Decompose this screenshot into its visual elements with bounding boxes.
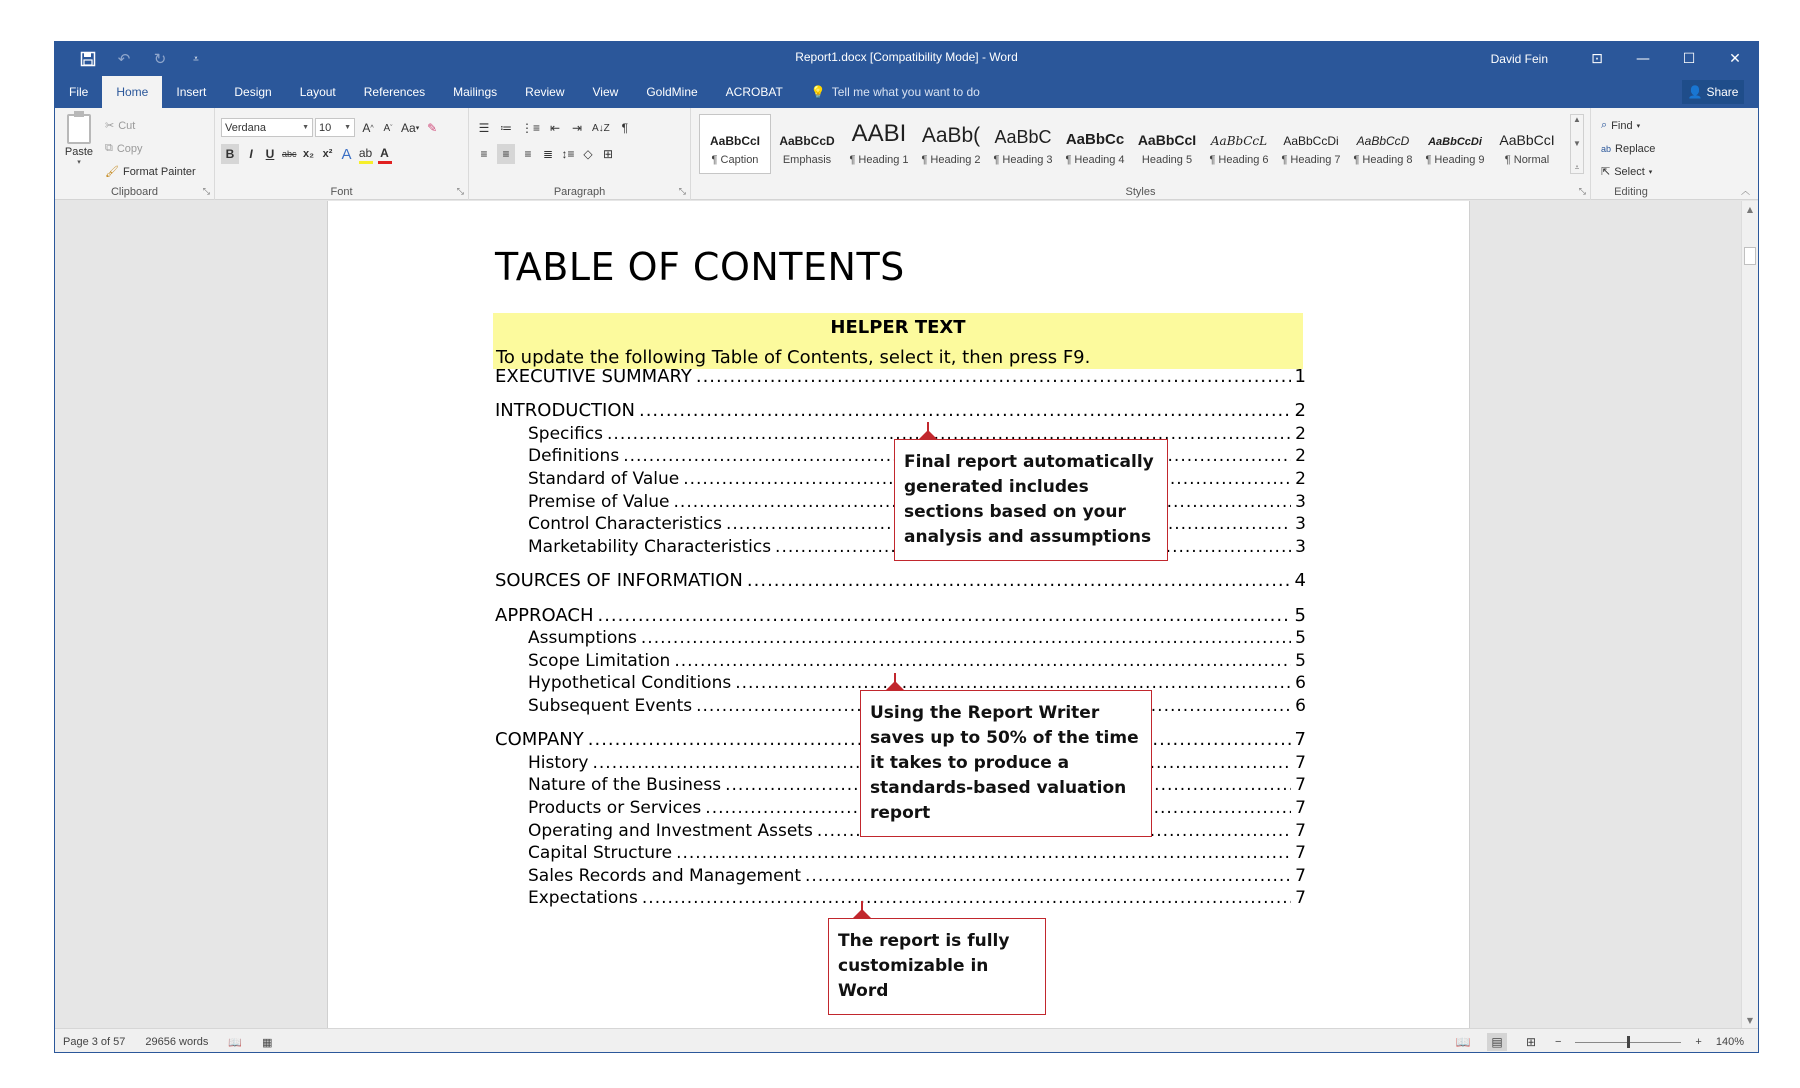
style-name: ¶ Heading 8 (1353, 154, 1413, 166)
toc-entry[interactable] (528, 843, 1306, 863)
toc-entry-page: 2 (1295, 424, 1306, 444)
shading-icon[interactable]: ◇ (583, 147, 593, 161)
shrink-font-icon[interactable]: A ˇ (383, 122, 393, 134)
toc-entry-page: 2 (1294, 400, 1306, 421)
toc-entry[interactable] (495, 570, 1306, 591)
chevron-down-icon: ▾ (77, 159, 81, 166)
proofing-icon[interactable]: 📖 (228, 1036, 243, 1049)
font-family-select[interactable] (221, 118, 313, 137)
helper-title: HELPER TEXT (830, 317, 966, 338)
style-name: ¶ Heading 9 (1425, 154, 1485, 166)
style-name: ¶ Heading 2 (921, 154, 981, 166)
dialog-launcher-icon[interactable]: ⤡ (202, 186, 210, 196)
line-spacing-icon[interactable]: ↕≡ (561, 147, 575, 161)
style-name: ¶ Caption (711, 154, 759, 166)
toc-entry-page: 7 (1295, 753, 1306, 773)
chevron-down-icon: ▼ (302, 124, 309, 131)
vertical-scrollbar[interactable] (1741, 201, 1758, 1028)
collapse-ribbon-icon[interactable]: ︿ (1740, 186, 1750, 196)
style-preview: AaBbCc (1065, 131, 1125, 148)
style-preview: AaBbC (994, 127, 1052, 147)
font-color-icon[interactable]: A (378, 144, 392, 164)
undo-icon[interactable]: ↶ (117, 50, 131, 68)
document-page[interactable] (327, 201, 1470, 1028)
scroll-thumb[interactable] (1744, 247, 1756, 265)
style-preview: AABI (851, 122, 907, 147)
maximize-icon[interactable]: ☐ (1682, 51, 1696, 67)
toc-entry[interactable] (495, 605, 1306, 626)
align-left-icon[interactable]: ≡ (480, 147, 488, 161)
font-group (215, 108, 469, 200)
style-heading-1[interactable] (843, 114, 915, 174)
tab-home[interactable]: Home (102, 76, 162, 108)
toc-entry-page: 3 (1295, 514, 1306, 534)
copy-icon: ⧉ (105, 142, 113, 154)
toc-entry[interactable] (528, 651, 1306, 671)
toc-entry-page: 4 (1294, 570, 1306, 591)
customize-icon[interactable]: ⩡ (193, 53, 199, 65)
clipboard-group (55, 108, 215, 200)
strikethrough-icon[interactable]: abc (282, 149, 297, 159)
share-label: Share (1706, 85, 1739, 99)
scissors-icon: ✂ (105, 120, 115, 132)
web-layout-icon[interactable]: ⊞ (1525, 1035, 1537, 1049)
document-area (55, 201, 1743, 1028)
search-icon: ⌕ (1601, 119, 1608, 131)
justify-icon[interactable]: ≣ (542, 147, 554, 161)
toc-entry-page: 2 (1295, 446, 1306, 466)
ribbon-tab-row (55, 76, 1758, 108)
toc-entry-page: 6 (1295, 673, 1306, 693)
styles-group (691, 108, 1591, 200)
helper-text-box (493, 313, 1303, 369)
clear-formatting-icon[interactable]: ✎ (427, 121, 438, 135)
user-name[interactable]: David Fein (1490, 52, 1548, 66)
chevron-down-icon: ▾ (1636, 122, 1641, 130)
toc-entry-title: Products or Services (528, 798, 702, 818)
minimize-icon[interactable]: — (1636, 51, 1650, 67)
ribbon-display-options-icon[interactable]: ⊡ (1591, 51, 1603, 67)
tab-layout[interactable]: Layout (299, 85, 336, 99)
callout-pointer (853, 909, 871, 918)
tab-view[interactable]: View (592, 85, 619, 99)
style-name: Heading 5 (1141, 154, 1193, 166)
tab-mailings[interactable]: Mailings (453, 85, 498, 99)
style-heading-3[interactable] (987, 114, 1059, 174)
callout-time-savings: Using the Report Writer saves up to 50% of the time it takes to produce a standards-based valuation report (860, 690, 1152, 837)
select-label: Select (1614, 165, 1645, 178)
style-name: ¶ Heading 6 (1209, 154, 1269, 166)
read-mode-icon[interactable]: 📖 (1455, 1035, 1471, 1049)
chevron-down-icon: ▾ (1648, 168, 1653, 176)
zoom-slider[interactable] (1575, 1042, 1681, 1043)
style-name: ¶ Heading 4 (1065, 154, 1125, 166)
toc-entry[interactable] (495, 400, 1306, 421)
clipboard-icon (67, 114, 91, 144)
share-button[interactable] (1682, 80, 1744, 104)
sort-icon[interactable]: A↓Z (592, 122, 610, 134)
toc-entry-page: 2 (1295, 469, 1306, 489)
status-bar (55, 1028, 1758, 1053)
chevron-down-icon[interactable]: ▼ (1573, 139, 1581, 148)
toc-entry-title: INTRODUCTION (495, 400, 635, 421)
style-heading-9[interactable] (1419, 114, 1491, 174)
toc-entry-title: Standard of Value (528, 469, 680, 489)
find-label: Find (1611, 119, 1633, 132)
toc-entry-title: Sales Records and Management (528, 866, 802, 886)
toc-entry[interactable] (528, 866, 1306, 886)
style-preview: AaBbCcI (709, 134, 760, 148)
tab-acrobat[interactable]: ACROBAT (725, 85, 783, 99)
editing-group (1591, 108, 1671, 200)
callout-pointer (919, 430, 937, 439)
toc-entry-title: Assumptions (528, 628, 637, 648)
format-painter-button[interactable] (105, 160, 196, 183)
toc-entry-title: Specifics (528, 424, 604, 444)
style-preview: AaBbCcI (1137, 132, 1197, 148)
tab-goldmine[interactable]: GoldMine (646, 85, 698, 99)
callout-pointer (886, 681, 904, 690)
style-preview: AaBb( (921, 124, 981, 147)
helper-instructions: To update the following Table of Contents, select it, then press F9. (496, 347, 1091, 368)
style-caption[interactable] (699, 114, 771, 174)
toc-entry-title: Hypothetical Conditions (528, 673, 732, 693)
cursor-icon: ⇱ (1601, 166, 1611, 178)
style-heading-4[interactable] (1059, 114, 1131, 174)
tab-design[interactable]: Design (234, 85, 272, 99)
scroll-down-icon[interactable]: ▼ (1746, 1015, 1754, 1025)
toc-entry-title: SOURCES OF INFORMATION (495, 570, 743, 591)
style-preview: AaBbCcDi (1428, 136, 1482, 148)
word-count[interactable]: 29656 words (145, 1036, 209, 1048)
borders-icon[interactable]: ⊞ (602, 147, 614, 161)
tab-references[interactable]: References (363, 85, 426, 99)
show-formatting-marks-icon[interactable]: ¶ (621, 121, 629, 135)
more-styles-icon[interactable]: ⩡ (1574, 163, 1580, 172)
ribbon (55, 108, 1758, 200)
highlight-color-icon[interactable]: ab (359, 144, 373, 164)
numbering-icon[interactable]: ≔ (500, 121, 512, 135)
toc-entry-page: 7 (1295, 866, 1306, 886)
font-family-value: Verdana (225, 121, 266, 134)
change-case-label: Aa (401, 121, 416, 135)
toc-entry-title: Premise of Value (528, 492, 670, 512)
toc-entry-page: 5 (1294, 605, 1306, 626)
scroll-up-icon[interactable]: ▲ (1746, 204, 1754, 214)
toc-entry-page: 7 (1295, 821, 1306, 841)
style-heading-7[interactable] (1275, 114, 1347, 174)
style-name: Emphasis (782, 154, 832, 166)
styles-group-label: Styles (1125, 186, 1156, 198)
toc-entry-title: Scope Limitation (528, 651, 671, 671)
redo-icon[interactable]: ↻ (153, 50, 167, 68)
change-case-button[interactable] (401, 118, 419, 138)
toc-entry-page: 1 (1294, 366, 1306, 387)
grow-font-icon[interactable]: A ^ (362, 121, 374, 135)
toc-entry-page: 5 (1295, 651, 1306, 671)
toc-leader-dots (597, 605, 1290, 626)
toc-entry[interactable] (528, 888, 1306, 908)
style-name: ¶ Heading 7 (1281, 154, 1341, 166)
style-heading-5[interactable] (1131, 114, 1203, 174)
tab-file[interactable]: File (69, 85, 89, 99)
zoom-out-icon[interactable]: − (1554, 1036, 1562, 1048)
bold-icon[interactable]: B (221, 144, 239, 164)
underline-icon[interactable]: U (265, 147, 275, 161)
subscript-icon[interactable]: x₂ (303, 148, 315, 160)
toc-entry-title: EXECUTIVE SUMMARY (495, 366, 692, 387)
clipboard-group-label: Clipboard (110, 186, 159, 198)
superscript-icon[interactable]: x² (322, 148, 333, 160)
editing-group-label: Editing (1614, 186, 1648, 198)
style-preview: AaBbCcD (1356, 134, 1410, 148)
toc-entry[interactable] (495, 366, 1306, 387)
zoom-level[interactable]: 140% (1715, 1036, 1744, 1048)
paragraph-group-label: Paragraph (553, 186, 606, 198)
font-size-select[interactable] (315, 118, 355, 137)
tab-insert[interactable]: Insert (176, 85, 207, 99)
toc-entry-page: 3 (1295, 537, 1306, 557)
cut-button[interactable] (105, 114, 196, 137)
style-normal[interactable] (1491, 114, 1563, 174)
toc-entry-page: 7 (1295, 775, 1306, 795)
macro-recording-icon[interactable]: ▦ (262, 1036, 273, 1049)
page-title: TABLE OF CONTENTS (495, 245, 905, 289)
toc-entry-title: COMPANY (495, 729, 584, 750)
toc-leader-dots (676, 843, 1291, 863)
replace-label: Replace (1615, 142, 1656, 155)
brush-icon: 🖌 (105, 166, 119, 178)
toc-entry-title: History (528, 753, 589, 773)
tab-review[interactable]: Review (525, 85, 565, 99)
toc-entry[interactable] (528, 628, 1306, 648)
copy-button[interactable] (105, 137, 196, 160)
toc-entry-page: 5 (1295, 628, 1306, 648)
dialog-launcher-icon[interactable]: ⤡ (456, 186, 464, 196)
copy-label: Copy (116, 142, 143, 155)
toc-entry-title: Capital Structure (528, 843, 673, 863)
chevron-up-icon[interactable]: ▲ (1573, 115, 1581, 124)
replace-button[interactable] (1601, 137, 1655, 160)
chevron-down-icon: ▾ (415, 125, 420, 132)
dialog-launcher-icon[interactable]: ⤡ (678, 186, 686, 196)
toc-entry-title: Marketability Characteristics (528, 537, 772, 557)
toc-entry-title: Definitions (528, 446, 620, 466)
paste-button[interactable] (61, 114, 97, 166)
italic-icon[interactable]: I (249, 147, 253, 161)
toc-leader-dots (641, 628, 1291, 648)
tell-me-box[interactable] (797, 76, 980, 108)
style-preview: AaBbCcDi (1283, 134, 1339, 148)
style-name: ¶ Heading 1 (849, 154, 909, 166)
multilevel-list-icon[interactable]: ⋮≡ (521, 121, 541, 135)
zoom-in-icon[interactable]: + (1695, 1036, 1702, 1048)
paragraph-group (469, 108, 691, 200)
format-painter-label: Format Painter (122, 165, 196, 178)
align-center-icon[interactable]: ≡ (497, 144, 515, 164)
cut-label: Cut (118, 119, 136, 132)
toc-leader-dots (696, 366, 1291, 387)
style-preview: AaBbCcD (779, 134, 835, 148)
increase-indent-icon[interactable]: ⇥ (571, 121, 583, 135)
callout-final-report: Final report automatically generated includes sections based on your analysis and assumptions (894, 439, 1168, 561)
toc-entry-page: 6 (1295, 696, 1306, 716)
styles-gallery-scroll[interactable] (1570, 114, 1584, 174)
bullets-icon[interactable]: ☰ (478, 121, 490, 135)
styles-gallery (699, 114, 1563, 174)
dialog-launcher-icon[interactable]: ⤡ (1578, 186, 1586, 196)
word-window (54, 41, 1759, 1053)
tell-me-text: Tell me what you want to do (831, 85, 980, 99)
window-title: Report1.docx [Compatibility Mode] - Word (795, 50, 1018, 64)
toc-entry-title: Operating and Investment Assets (528, 821, 813, 841)
style-heading-2[interactable] (915, 114, 987, 174)
paste-label: Paste (64, 146, 94, 158)
toc-entry-page: 7 (1295, 798, 1306, 818)
toc-leader-dots (639, 400, 1291, 421)
page-count[interactable]: Page 3 of 57 (63, 1036, 126, 1048)
toc-entry-title: Nature of the Business (528, 775, 722, 795)
toc-entry-page: 7 (1295, 888, 1306, 908)
style-heading-6[interactable] (1203, 114, 1275, 174)
toc-entry-title: Control Characteristics (528, 514, 722, 534)
style-name: ¶ Heading 3 (993, 154, 1053, 166)
style-name: ¶ Normal (1504, 154, 1550, 166)
title-bar (55, 42, 1758, 76)
style-emphasis[interactable] (771, 114, 843, 174)
decrease-indent-icon[interactable]: ⇤ (549, 121, 561, 135)
toc-entry-title: Subsequent Events (528, 696, 693, 716)
callout-customizable: The report is fully customizable in Word (828, 918, 1046, 1015)
style-preview: AaBbCcI (1499, 132, 1555, 148)
toc-entry-page: 7 (1294, 729, 1306, 750)
toc-entry-title: Expectations (528, 888, 638, 908)
chevron-down-icon: ▼ (344, 124, 351, 131)
replace-icon: ab (1601, 143, 1612, 154)
toc-leader-dots (642, 888, 1291, 908)
font-group-label: Font (330, 186, 353, 198)
lightbulb-icon: 💡 (810, 85, 826, 99)
align-right-icon[interactable]: ≡ (524, 147, 532, 161)
zoom-slider-knob[interactable] (1627, 1036, 1630, 1048)
find-button[interactable] (1601, 114, 1655, 137)
toc-entry-page: 7 (1295, 843, 1306, 863)
style-heading-8[interactable] (1347, 114, 1419, 174)
toc-entry-page: 3 (1295, 492, 1306, 512)
toc-leader-dots (805, 866, 1291, 886)
print-layout-icon[interactable]: ▤ (1487, 1033, 1507, 1051)
text-effects-icon[interactable]: A (341, 145, 352, 163)
toc-leader-dots (674, 651, 1291, 671)
style-preview: AaBbCcL (1210, 134, 1268, 148)
person-icon: 👤 (1687, 85, 1703, 99)
font-size-value: 10 (319, 121, 332, 134)
close-icon[interactable]: ✕ (1729, 51, 1741, 67)
toc-entry-title: APPROACH (495, 605, 594, 626)
select-button[interactable] (1601, 160, 1655, 183)
toc-leader-dots (747, 570, 1291, 591)
